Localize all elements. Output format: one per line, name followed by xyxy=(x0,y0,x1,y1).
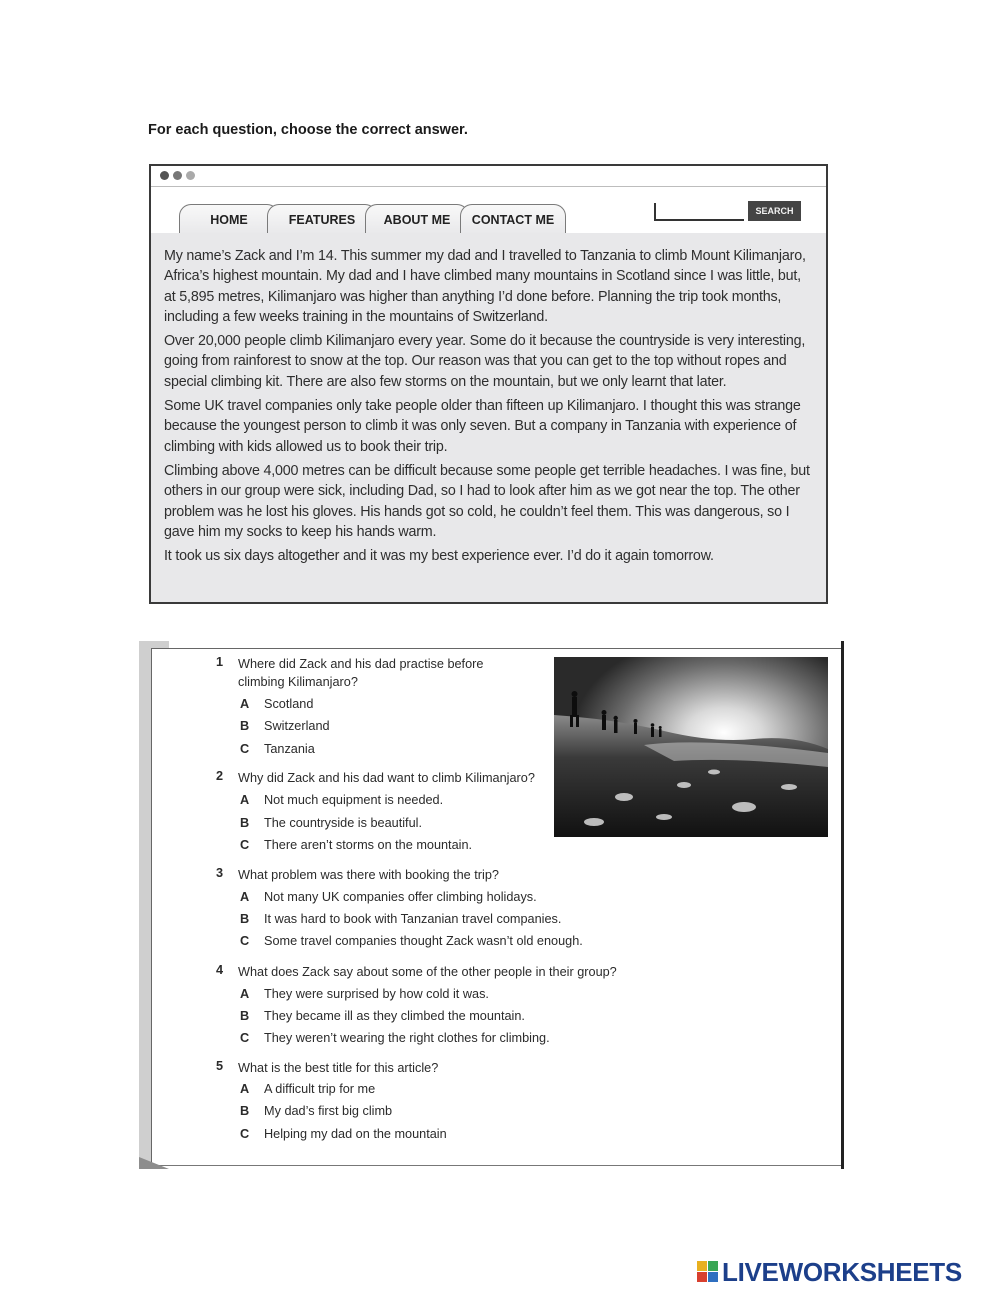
option-letter: A xyxy=(240,987,250,1001)
option-letter: A xyxy=(240,697,250,711)
question-3 xyxy=(216,866,616,886)
question-number: 2 xyxy=(216,769,224,783)
question-text: What is the best title for this article? xyxy=(238,1061,439,1075)
question-text: What problem was there with booking the trip? xyxy=(238,868,499,882)
question-2 xyxy=(216,769,546,789)
option-text: Tanzania xyxy=(264,742,315,756)
liveworksheets-logo xyxy=(697,1256,997,1286)
article-paragraph: Climbing above 4,000 metres can be difficult because some people get terrible headaches. I was fine, but others in our group were sick, including Dad, so I had to look after him as we got near the top. The other problem was he lost his gloves. His hands got so cold, he couldn’t feel them. This was dangerous, so I gave him my socks to keep his hands warm. xyxy=(164,462,810,540)
window-dot-icon xyxy=(173,171,182,180)
option-letter: B xyxy=(240,1009,250,1023)
question-text: Why did Zack and his dad want to climb Kilimanjaro? xyxy=(238,771,535,785)
question-number: 5 xyxy=(216,1059,224,1073)
option-text: A difficult trip for me xyxy=(264,1082,376,1096)
option-letter: C xyxy=(240,742,250,756)
option-letter: A xyxy=(240,890,250,904)
tab-contact-me[interactable]: CONTACT ME xyxy=(460,204,566,233)
article-paragraph: Over 20,000 people climb Kilimanjaro every year. Some do it because the countryside is very interesting, going from rainforest to snow at the top. Our reason was that you can get to the top without ropes and special climbing kit. There are also few storms on the mountain, but we only learnt that later. xyxy=(164,333,806,390)
option-text: The countryside is beautiful. xyxy=(264,816,422,830)
option-text: My dad’s first big climb xyxy=(264,1104,393,1118)
search-button[interactable]: SEARCH xyxy=(748,201,801,221)
article-paragraph: It took us six days altogether and it was my best experience ever. I’d do it again tomorrow. xyxy=(164,548,714,565)
option-text: Some travel companies thought Zack wasn’t old enough. xyxy=(264,934,583,948)
question-text-line: climbing Kilimanjaro? xyxy=(238,675,358,689)
option-letter: C xyxy=(240,1127,250,1141)
instruction-heading: For each question, choose the correct answer. xyxy=(148,122,468,138)
tab-features[interactable]: FEATURES xyxy=(267,204,377,233)
option-letter: A xyxy=(240,1082,250,1096)
question-text-line: Where did Zack and his dad practise before xyxy=(238,657,484,671)
site-navigation xyxy=(151,187,826,233)
tab-home[interactable]: HOME xyxy=(179,204,279,233)
option-letter: B xyxy=(240,912,250,926)
article-paragraph: My name’s Zack and I’m 14. This summer my dad and I travelled to Tanzania to climb Mount Kilimanjaro, Africa’s highest mountain. My dad and I have climbed many mountains in Scotland since I was little, but, at 5,895 metres, Kilimanjaro was higher than anything I’d done before. Planning the trip took months, including a few weeks training in the mountains of Switzerland. xyxy=(164,248,806,325)
option-text: Not many UK companies offer climbing holidays. xyxy=(264,890,537,904)
tab-about-me[interactable]: ABOUT ME xyxy=(365,204,469,233)
option-letter: C xyxy=(240,1031,250,1045)
logo-text: LIVEWORKSHEETS xyxy=(722,1257,962,1287)
question-4 xyxy=(216,963,636,983)
option-letter: B xyxy=(240,816,250,830)
search-input[interactable] xyxy=(654,203,744,221)
option-letter: B xyxy=(240,719,250,733)
question-number: 3 xyxy=(216,866,224,880)
option-letter: C xyxy=(240,838,250,852)
question-text: What does Zack say about some of the other people in their group? xyxy=(238,965,617,979)
option-text: They were surprised by how cold it was. xyxy=(264,987,489,1001)
option-letter: B xyxy=(240,1104,250,1118)
question-number: 4 xyxy=(216,963,224,977)
website-mockup xyxy=(149,164,828,604)
browser-title-bar xyxy=(151,166,826,187)
window-dot-icon xyxy=(186,171,195,180)
climbers-photo xyxy=(554,657,828,837)
option-text: They weren’t wearing the right clothes for climbing. xyxy=(264,1031,550,1045)
option-text: Switzerland xyxy=(264,719,330,733)
logo-blocks-icon xyxy=(697,1261,719,1283)
question-1 xyxy=(216,655,536,695)
option-letter: A xyxy=(240,793,250,807)
option-text: It was hard to book with Tanzanian travel companies. xyxy=(264,912,562,926)
question-text xyxy=(238,655,483,691)
question-number: 1 xyxy=(216,655,224,669)
option-text: Helping my dad on the mountain xyxy=(264,1127,447,1141)
option-text: Not much equipment is needed. xyxy=(264,793,444,807)
option-letter: C xyxy=(240,934,250,948)
option-text: There aren’t storms on the mountain. xyxy=(264,838,473,852)
option-text: Scotland xyxy=(264,697,314,711)
window-dot-icon xyxy=(160,171,169,180)
option-text: They became ill as they climbed the mountain. xyxy=(264,1009,525,1023)
question-5 xyxy=(216,1059,516,1079)
article-paragraph: Some UK travel companies only take people older than fifteen up Kilimanjaro. I thought this was strange because the youngest person to climb it was only seven. But a company in Tanzania with experience of climbing with kids allowed us to book their trip. xyxy=(164,398,801,455)
article-text xyxy=(164,246,814,570)
